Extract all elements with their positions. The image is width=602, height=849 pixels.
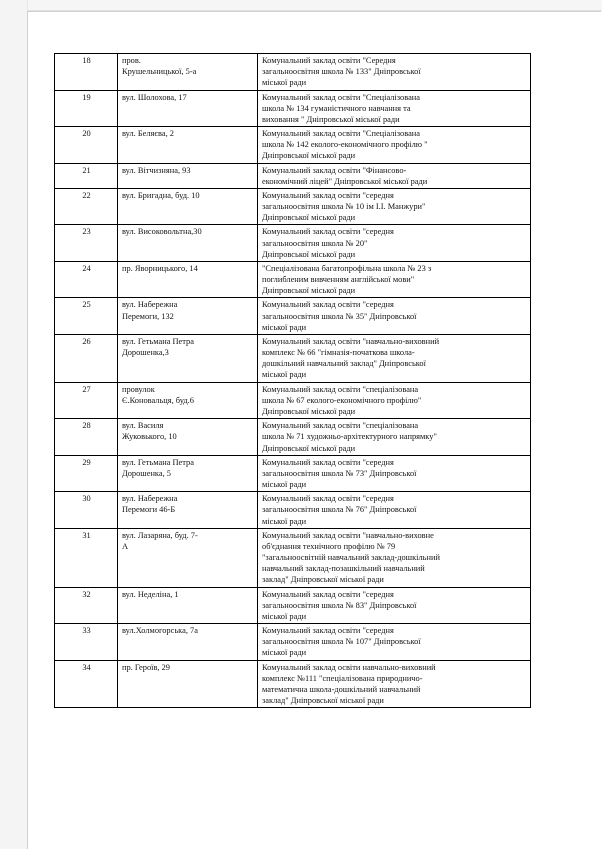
institution-name-line: загальноосвітня школа № 133" Дніпровської — [262, 67, 421, 77]
institution-name-cell — [258, 624, 531, 661]
row-number-cell: 21 — [55, 163, 118, 188]
institution-name-line: комплекс №111 "спеціалізована природничо- — [262, 673, 423, 683]
institution-name-cell — [258, 188, 531, 225]
table-row — [55, 660, 531, 708]
institution-name-line: загальноосвітня школа № 20" — [262, 238, 368, 248]
institution-name-line: заклад" Дніпровської міської ради — [262, 575, 384, 585]
row-number-cell: 25 — [55, 298, 118, 335]
table-row — [55, 225, 531, 262]
institution-name-cell — [258, 455, 531, 492]
address-line: Жуковького, 10 — [122, 432, 177, 442]
institution-name-line: загальноосвітня школа № 35" Дніпровської — [262, 311, 417, 321]
institutions-table — [54, 53, 531, 708]
address-line: провулок — [122, 384, 155, 394]
address-line: Крушельницької, 5-а — [122, 67, 197, 77]
institution-name-cell — [258, 334, 531, 382]
institution-name-line: міської ради — [262, 370, 307, 380]
row-number-cell: 33 — [55, 624, 118, 661]
institution-name-line: Комунальний заклад освіти "середня — [262, 300, 394, 310]
institution-name-line: Комунальний заклад освіти "середня — [262, 494, 394, 504]
row-number-cell: 31 — [55, 528, 118, 587]
institution-name-line: міської ради — [262, 611, 307, 621]
institution-name-line: Дніпровської міської ради — [262, 406, 356, 416]
institution-name-line: школа № 71 художньо-архітектурного напрямку" — [262, 432, 437, 442]
institution-name-line: Комунальний заклад освіти "навчально-виховний — [262, 336, 440, 346]
institution-name-line: загальноосвітня школа № 76" Дніпровської — [262, 505, 417, 515]
address-cell — [118, 298, 258, 335]
institution-name-line: Комунальний заклад освіти "середня — [262, 457, 394, 467]
address-cell — [118, 90, 258, 127]
institution-name-line: Комунальний заклад освіти навчально-виховний — [262, 662, 436, 672]
address-cell — [118, 188, 258, 225]
row-number-cell: 34 — [55, 660, 118, 708]
row-number-cell: 29 — [55, 455, 118, 492]
table-row — [55, 382, 531, 419]
address-line: Перемоги, 132 — [122, 311, 174, 321]
row-number-cell: 28 — [55, 419, 118, 456]
table-row — [55, 528, 531, 587]
address-line: Перемоги 46-Б — [122, 505, 176, 515]
row-number-cell: 26 — [55, 334, 118, 382]
address-line: А — [122, 541, 129, 551]
institution-name-line: Комунальний заклад освіти "середня — [262, 190, 394, 200]
row-number-cell: 24 — [55, 261, 118, 298]
institutions-table-body — [55, 54, 531, 708]
institution-name-line: об'єднання технічного профілю № 79 — [262, 541, 396, 551]
institution-name-line: міської ради — [262, 648, 307, 658]
address-cell — [118, 261, 258, 298]
table-row — [55, 90, 531, 127]
institution-name-cell — [258, 225, 531, 262]
address-cell — [118, 334, 258, 382]
address-cell — [118, 492, 258, 529]
institution-name-cell — [258, 587, 531, 624]
table-row — [55, 587, 531, 624]
table-row — [55, 188, 531, 225]
institution-name-line: загальноосвітня школа № 107" Дніпровської — [262, 637, 421, 647]
institution-name-line: загальноосвітня школа № 10 ім І.І. Манжури" — [262, 202, 426, 212]
institution-name-line: виховання " Дніпровської міської ради — [262, 114, 400, 124]
address-cell — [118, 54, 258, 91]
institution-name-line: заклад" Дніпровської міської ради — [262, 696, 384, 706]
address-line: вул. Гетьмана Петра — [122, 336, 194, 346]
institution-name-line: школа № 134 гуманістичного навчання та — [262, 103, 411, 113]
address-line: вул. Неделіна, 1 — [122, 589, 179, 599]
institution-name-line: міської ради — [262, 322, 307, 332]
address-cell — [118, 163, 258, 188]
address-line: вул. Гетьмана Петра — [122, 457, 194, 467]
institution-name-line: Дніпровської міської ради — [262, 286, 356, 296]
institution-name-line: міської ради — [262, 78, 307, 88]
institution-name-cell — [258, 419, 531, 456]
table-row — [55, 492, 531, 529]
table-row — [55, 54, 531, 91]
table-row — [55, 163, 531, 188]
table-row — [55, 455, 531, 492]
institution-name-cell — [258, 528, 531, 587]
address-cell — [118, 127, 258, 164]
institution-name-line: Дніпровської міської ради — [262, 249, 356, 259]
address-cell — [118, 382, 258, 419]
institution-name-line: Комунальний заклад освіти "середня — [262, 227, 394, 237]
address-line: вул. Набережна — [122, 494, 178, 504]
row-number-cell: 23 — [55, 225, 118, 262]
address-line: вул. Набережна — [122, 300, 178, 310]
address-cell — [118, 419, 258, 456]
address-line: вул. Вітчизняна, 93 — [122, 165, 191, 175]
row-number-cell: 27 — [55, 382, 118, 419]
row-number-cell: 20 — [55, 127, 118, 164]
address-cell — [118, 660, 258, 708]
table-row — [55, 127, 531, 164]
address-line: вул.Холмогорська, 7а — [122, 626, 198, 636]
row-number-cell: 22 — [55, 188, 118, 225]
address-line: пров. — [122, 56, 141, 65]
institution-name-cell — [258, 492, 531, 529]
table-row — [55, 419, 531, 456]
address-line: вул. Бригадна, буд. 10 — [122, 190, 200, 200]
table-row — [55, 624, 531, 661]
table-row — [55, 334, 531, 382]
institution-name-line: математична школа-дошкільний навчальний — [262, 684, 421, 694]
institution-name-cell — [258, 382, 531, 419]
row-number-cell: 19 — [55, 90, 118, 127]
institution-name-cell — [258, 298, 531, 335]
institution-name-line: "Спеціалізована багатопрофільна школа № 23 з — [262, 263, 432, 273]
institution-name-line: Дніпровської міської ради — [262, 443, 356, 453]
institution-name-line: Комунальний заклад освіти "спеціалізована — [262, 421, 419, 431]
address-line: вул. Беляєва, 2 — [122, 129, 174, 139]
address-cell — [118, 624, 258, 661]
viewer-left-gutter — [0, 0, 28, 849]
address-line: вул. Лазаряна, буд. 7- — [122, 530, 198, 540]
address-line: Дорошенка,3 — [122, 348, 169, 358]
institution-name-cell — [258, 54, 531, 91]
address-line: пр. Яворницького, 14 — [122, 263, 198, 273]
institution-name-line: міської ради — [262, 480, 307, 490]
address-cell — [118, 587, 258, 624]
institution-name-line: міської ради — [262, 516, 307, 526]
row-number-cell: 30 — [55, 492, 118, 529]
institution-name-line: Комунальний заклад освіти "Середня — [262, 56, 396, 65]
institution-name-line: Комунальний заклад освіти "навчально-виховне — [262, 530, 434, 540]
address-line: Є.Коновальця, буд.6 — [122, 395, 194, 405]
viewer-top-strip — [27, 0, 602, 11]
institution-name-cell — [258, 90, 531, 127]
institution-name-line: Дніпровської міської ради — [262, 213, 356, 223]
institution-name-cell — [258, 660, 531, 708]
institution-name-line: загальноосвітня школа № 73" Дніпровської — [262, 468, 417, 478]
table-row — [55, 298, 531, 335]
address-cell — [118, 528, 258, 587]
institution-name-line: комплекс № 66 "гімназія-початкова школа- — [262, 348, 415, 358]
institution-name-line: економічний ліцей" Дніпровської міської ради — [262, 176, 428, 186]
address-cell — [118, 455, 258, 492]
institution-name-cell — [258, 261, 531, 298]
address-line: Дорошенка, 5 — [122, 468, 171, 478]
row-number-cell: 18 — [55, 54, 118, 91]
address-cell — [118, 225, 258, 262]
institution-name-line: Комунальний заклад освіти "Спеціалізована — [262, 129, 420, 139]
institution-name-line: дошкільний навчальний заклад" Дніпровської — [262, 359, 426, 369]
address-line: вул. Високовольтна,30 — [122, 227, 202, 237]
address-line: пр. Героїв, 29 — [122, 662, 170, 672]
address-line: вул. Шолохова, 17 — [122, 92, 187, 102]
page-content-area — [54, 53, 508, 708]
institution-name-line: школа № 67 еколого-економічного профілю" — [262, 395, 422, 405]
institution-name-line: загальноосвітня школа № 83" Дніпровської — [262, 600, 417, 610]
institution-name-line: "загальноосвітній навчальний заклад-дошкільний — [262, 553, 440, 563]
institution-name-line: Комунальний заклад освіти "Спеціалізована — [262, 92, 420, 102]
document-page — [27, 11, 602, 849]
institution-name-line: Дніпровської міської ради — [262, 151, 356, 161]
institution-name-line: школа № 142 еколого-економічного профілю " — [262, 140, 428, 150]
table-row — [55, 261, 531, 298]
institution-name-line: Комунальний заклад освіти "спеціалізована — [262, 384, 419, 394]
institution-name-cell — [258, 163, 531, 188]
institution-name-line: навчальний заклад-позашкільний навчальний — [262, 564, 425, 574]
address-line: вул. Василя — [122, 421, 164, 431]
institution-name-line: Комунальний заклад освіти "середня — [262, 589, 394, 599]
row-number-cell: 32 — [55, 587, 118, 624]
institution-name-line: Комунальний заклад освіти "Фінансово- — [262, 165, 407, 175]
institution-name-line: поглибленим вивченням англійської мови" — [262, 275, 415, 285]
institution-name-line: Комунальний заклад освіти "середня — [262, 626, 394, 636]
institution-name-cell — [258, 127, 531, 164]
